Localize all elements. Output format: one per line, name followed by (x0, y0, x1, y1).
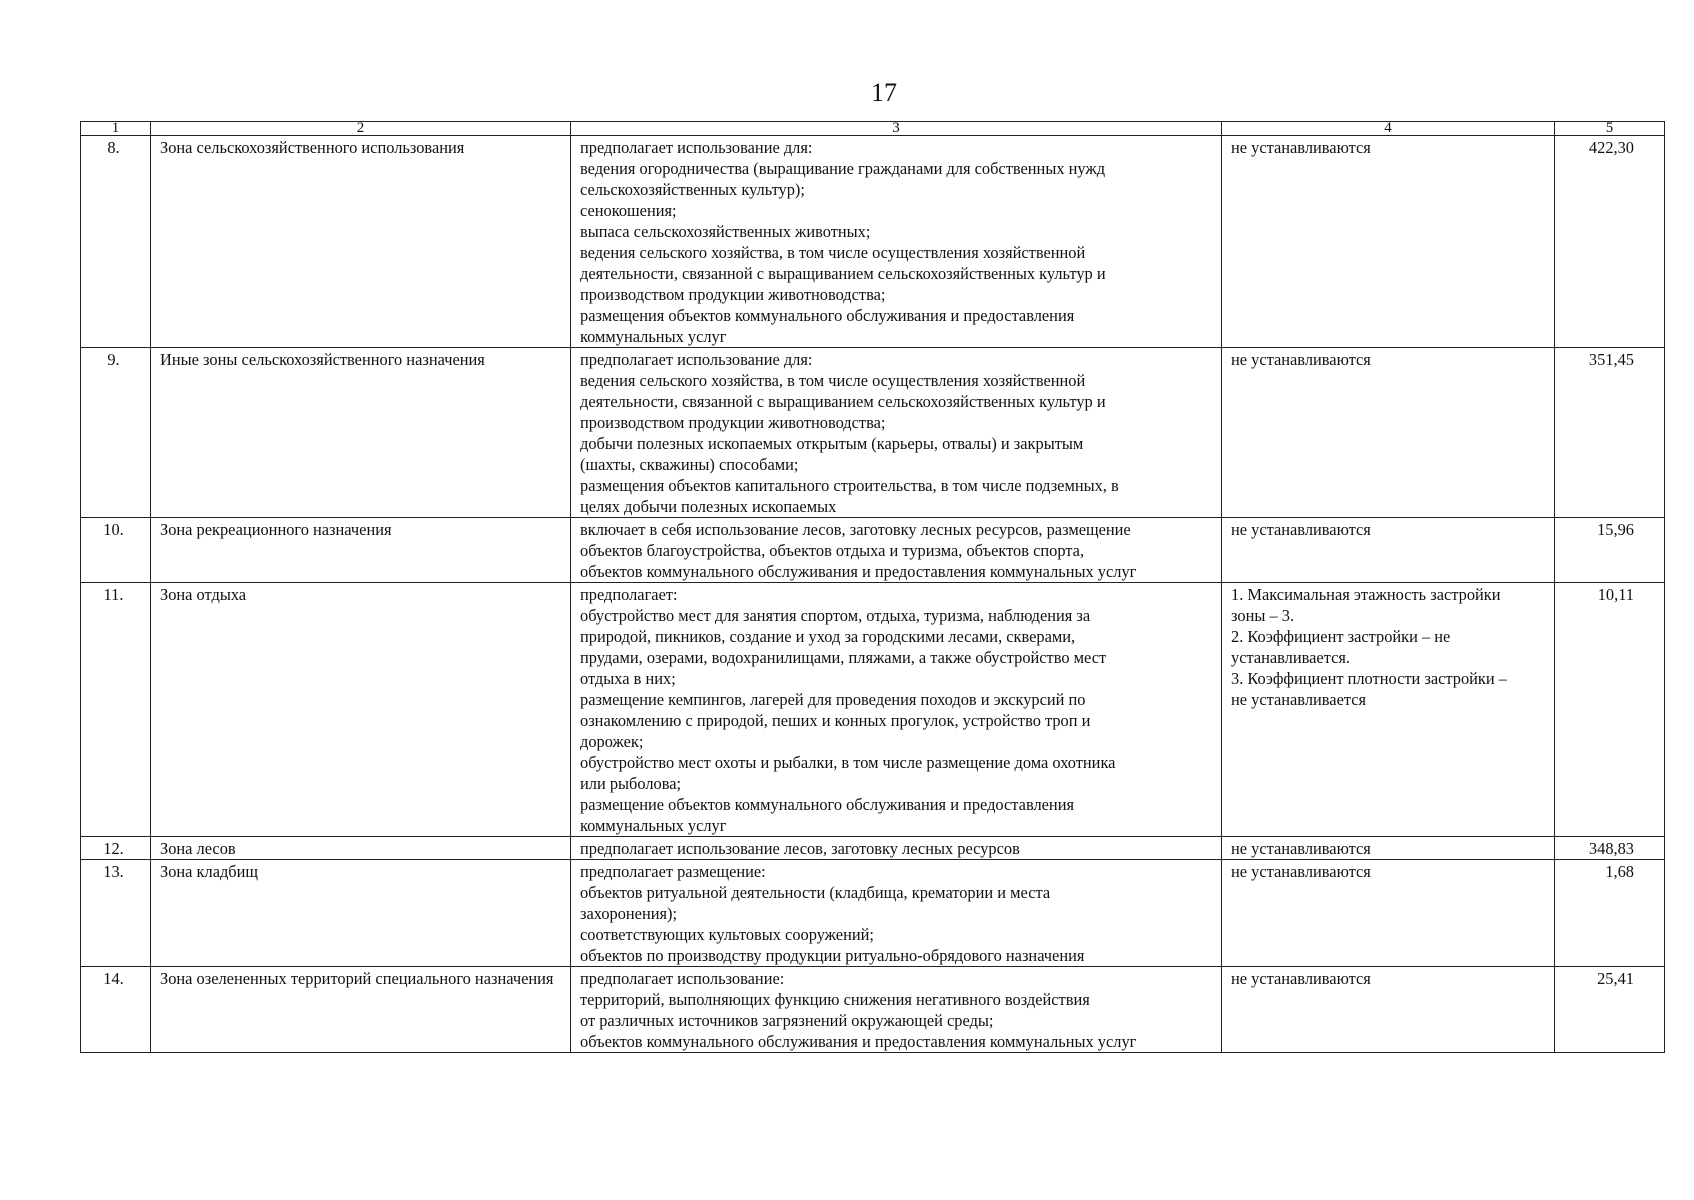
use-line: или рыболова; (580, 774, 682, 793)
zone-area: 348,83 (1555, 837, 1665, 860)
permitted-uses (571, 136, 1222, 348)
building-parameters (1222, 583, 1555, 837)
use-line: предполагает размещение: (580, 862, 766, 881)
zone-area: 10,11 (1555, 583, 1665, 837)
permitted-uses (571, 348, 1222, 518)
building-parameters (1222, 136, 1555, 348)
use-line: территорий, выполняющих функцию снижения негативного воздействия (580, 990, 1090, 1009)
use-line: отдыха в них; (580, 669, 676, 688)
zone-name: Иные зоны сельскохозяйственного назначения (151, 348, 571, 518)
parameter-line: не устанавливаются (1231, 969, 1371, 988)
parameter-line: 1. Максимальная этажность застройки (1231, 585, 1501, 604)
zone-name: Зона лесов (151, 837, 571, 860)
table-row (81, 583, 1665, 837)
zone-area: 351,45 (1555, 348, 1665, 518)
parameter-line: не устанавливаются (1231, 839, 1371, 858)
use-line: ведения сельского хозяйства, в том числе осуществления хозяйственной (580, 243, 1086, 262)
table-row (81, 860, 1665, 967)
zones-table (80, 121, 1665, 1053)
table-header-row (81, 122, 1665, 136)
parameter-line: устанавливается. (1231, 648, 1350, 667)
zone-area: 25,41 (1555, 967, 1665, 1053)
use-line: (шахты, скважины) способами; (580, 455, 799, 474)
use-line: предполагает использование: (580, 969, 785, 988)
use-line: производством продукции животноводства; (580, 285, 886, 304)
use-line: обустройство мест для занятия спортом, отдыха, туризма, наблюдения за (580, 606, 1091, 625)
use-line: ознакомлению с природой, пеших и конных прогулок, устройство троп и (580, 711, 1091, 730)
use-line: от различных источников загрязнений окружающей среды; (580, 1011, 994, 1030)
zone-area: 422,30 (1555, 136, 1665, 348)
use-line: прудами, озерами, водохранилищами, пляжами, а также обустройство мест (580, 648, 1107, 667)
zone-name: Зона отдыха (151, 583, 571, 837)
permitted-uses (571, 518, 1222, 583)
use-line: сенокошения; (580, 201, 677, 220)
header-cell: 3 (571, 122, 1222, 136)
row-number: 13. (81, 860, 151, 967)
zone-area: 1,68 (1555, 860, 1665, 967)
use-line: предполагает использование лесов, заготовку лесных ресурсов (580, 839, 1020, 858)
building-parameters (1222, 967, 1555, 1053)
table-row (81, 136, 1665, 348)
header-cell: 2 (151, 122, 571, 136)
parameter-line: зоны – 3. (1231, 606, 1295, 625)
parameter-line: не устанавливается (1231, 690, 1367, 709)
use-line: предполагает использование для: (580, 350, 813, 369)
page-number: 17 (871, 78, 897, 107)
use-line: дорожек; (580, 732, 644, 751)
zone-name: Зона озелененных территорий специального назначения (151, 967, 571, 1053)
permitted-uses (571, 967, 1222, 1053)
use-line: размещения объектов капитального строительства, в том числе подземных, в (580, 476, 1119, 495)
table-row (81, 348, 1665, 518)
use-line: обустройство мест охоты и рыбалки, в том числе размещение дома охотника (580, 753, 1116, 772)
use-line: предполагает: (580, 585, 678, 604)
parameter-line: не устанавливаются (1231, 520, 1371, 539)
use-line: сельскохозяйственных культур); (580, 180, 805, 199)
use-line: выпаса сельскохозяйственных животных; (580, 222, 871, 241)
use-line: объектов по производству продукции ритуально-обрядового назначения (580, 946, 1085, 965)
use-line: размещение кемпингов, лагерей для проведения походов и экскурсий по (580, 690, 1086, 709)
parameter-line: не устанавливаются (1231, 138, 1371, 157)
use-line: соответствующих культовых сооружений; (580, 925, 874, 944)
zone-name: Зона кладбищ (151, 860, 571, 967)
table-row (81, 967, 1665, 1053)
row-number: 10. (81, 518, 151, 583)
row-number: 8. (81, 136, 151, 348)
table-row (81, 837, 1665, 860)
use-line: целях добычи полезных ископаемых (580, 497, 837, 516)
header-cell: 4 (1222, 122, 1555, 136)
zone-area: 15,96 (1555, 518, 1665, 583)
building-parameters (1222, 348, 1555, 518)
use-line: деятельности, связанной с выращиванием сельскохозяйственных культур и (580, 264, 1106, 283)
zone-name: Зона сельскохозяйственного использования (151, 136, 571, 348)
row-number: 11. (81, 583, 151, 837)
use-line: предполагает использование для: (580, 138, 813, 157)
use-line: включает в себя использование лесов, заготовку лесных ресурсов, размещение (580, 520, 1131, 539)
use-line: объектов коммунального обслуживания и предоставления коммунальных услуг (580, 1032, 1137, 1051)
building-parameters (1222, 860, 1555, 967)
parameter-line: 2. Коэффициент застройки – не (1231, 627, 1451, 646)
use-line: добычи полезных ископаемых открытым (карьеры, отвалы) и закрытым (580, 434, 1084, 453)
use-line: объектов коммунального обслуживания и предоставления коммунальных услуг (580, 562, 1137, 581)
use-line: коммунальных услуг (580, 327, 727, 346)
use-line: объектов ритуальной деятельности (кладбища, крематории и места (580, 883, 1051, 902)
use-line: ведения огородничества (выращивание гражданами для собственных нужд (580, 159, 1106, 178)
table-row (81, 518, 1665, 583)
use-line: ведения сельского хозяйства, в том числе осуществления хозяйственной (580, 371, 1086, 390)
use-line: объектов благоустройства, объектов отдыха и туризма, объектов спорта, (580, 541, 1085, 560)
use-line: деятельности, связанной с выращиванием сельскохозяйственных культур и (580, 392, 1106, 411)
permitted-uses (571, 837, 1222, 860)
use-line: производством продукции животноводства; (580, 413, 886, 432)
use-line: размещение объектов коммунального обслуживания и предоставления (580, 795, 1074, 814)
row-number: 14. (81, 967, 151, 1053)
permitted-uses (571, 860, 1222, 967)
row-number: 12. (81, 837, 151, 860)
parameter-line: не устанавливаются (1231, 350, 1371, 369)
permitted-uses (571, 583, 1222, 837)
use-line: коммунальных услуг (580, 816, 727, 835)
header-cell: 5 (1555, 122, 1665, 136)
use-line: природой, пикников, создание и уход за городскими лесами, скверами, (580, 627, 1076, 646)
building-parameters (1222, 518, 1555, 583)
parameter-line: 3. Коэффициент плотности застройки – (1231, 669, 1507, 688)
building-parameters (1222, 837, 1555, 860)
row-number: 9. (81, 348, 151, 518)
use-line: захоронения); (580, 904, 678, 923)
header-cell: 1 (81, 122, 151, 136)
zone-name: Зона рекреационного назначения (151, 518, 571, 583)
parameter-line: не устанавливаются (1231, 862, 1371, 881)
use-line: размещения объектов коммунального обслуживания и предоставления (580, 306, 1075, 325)
